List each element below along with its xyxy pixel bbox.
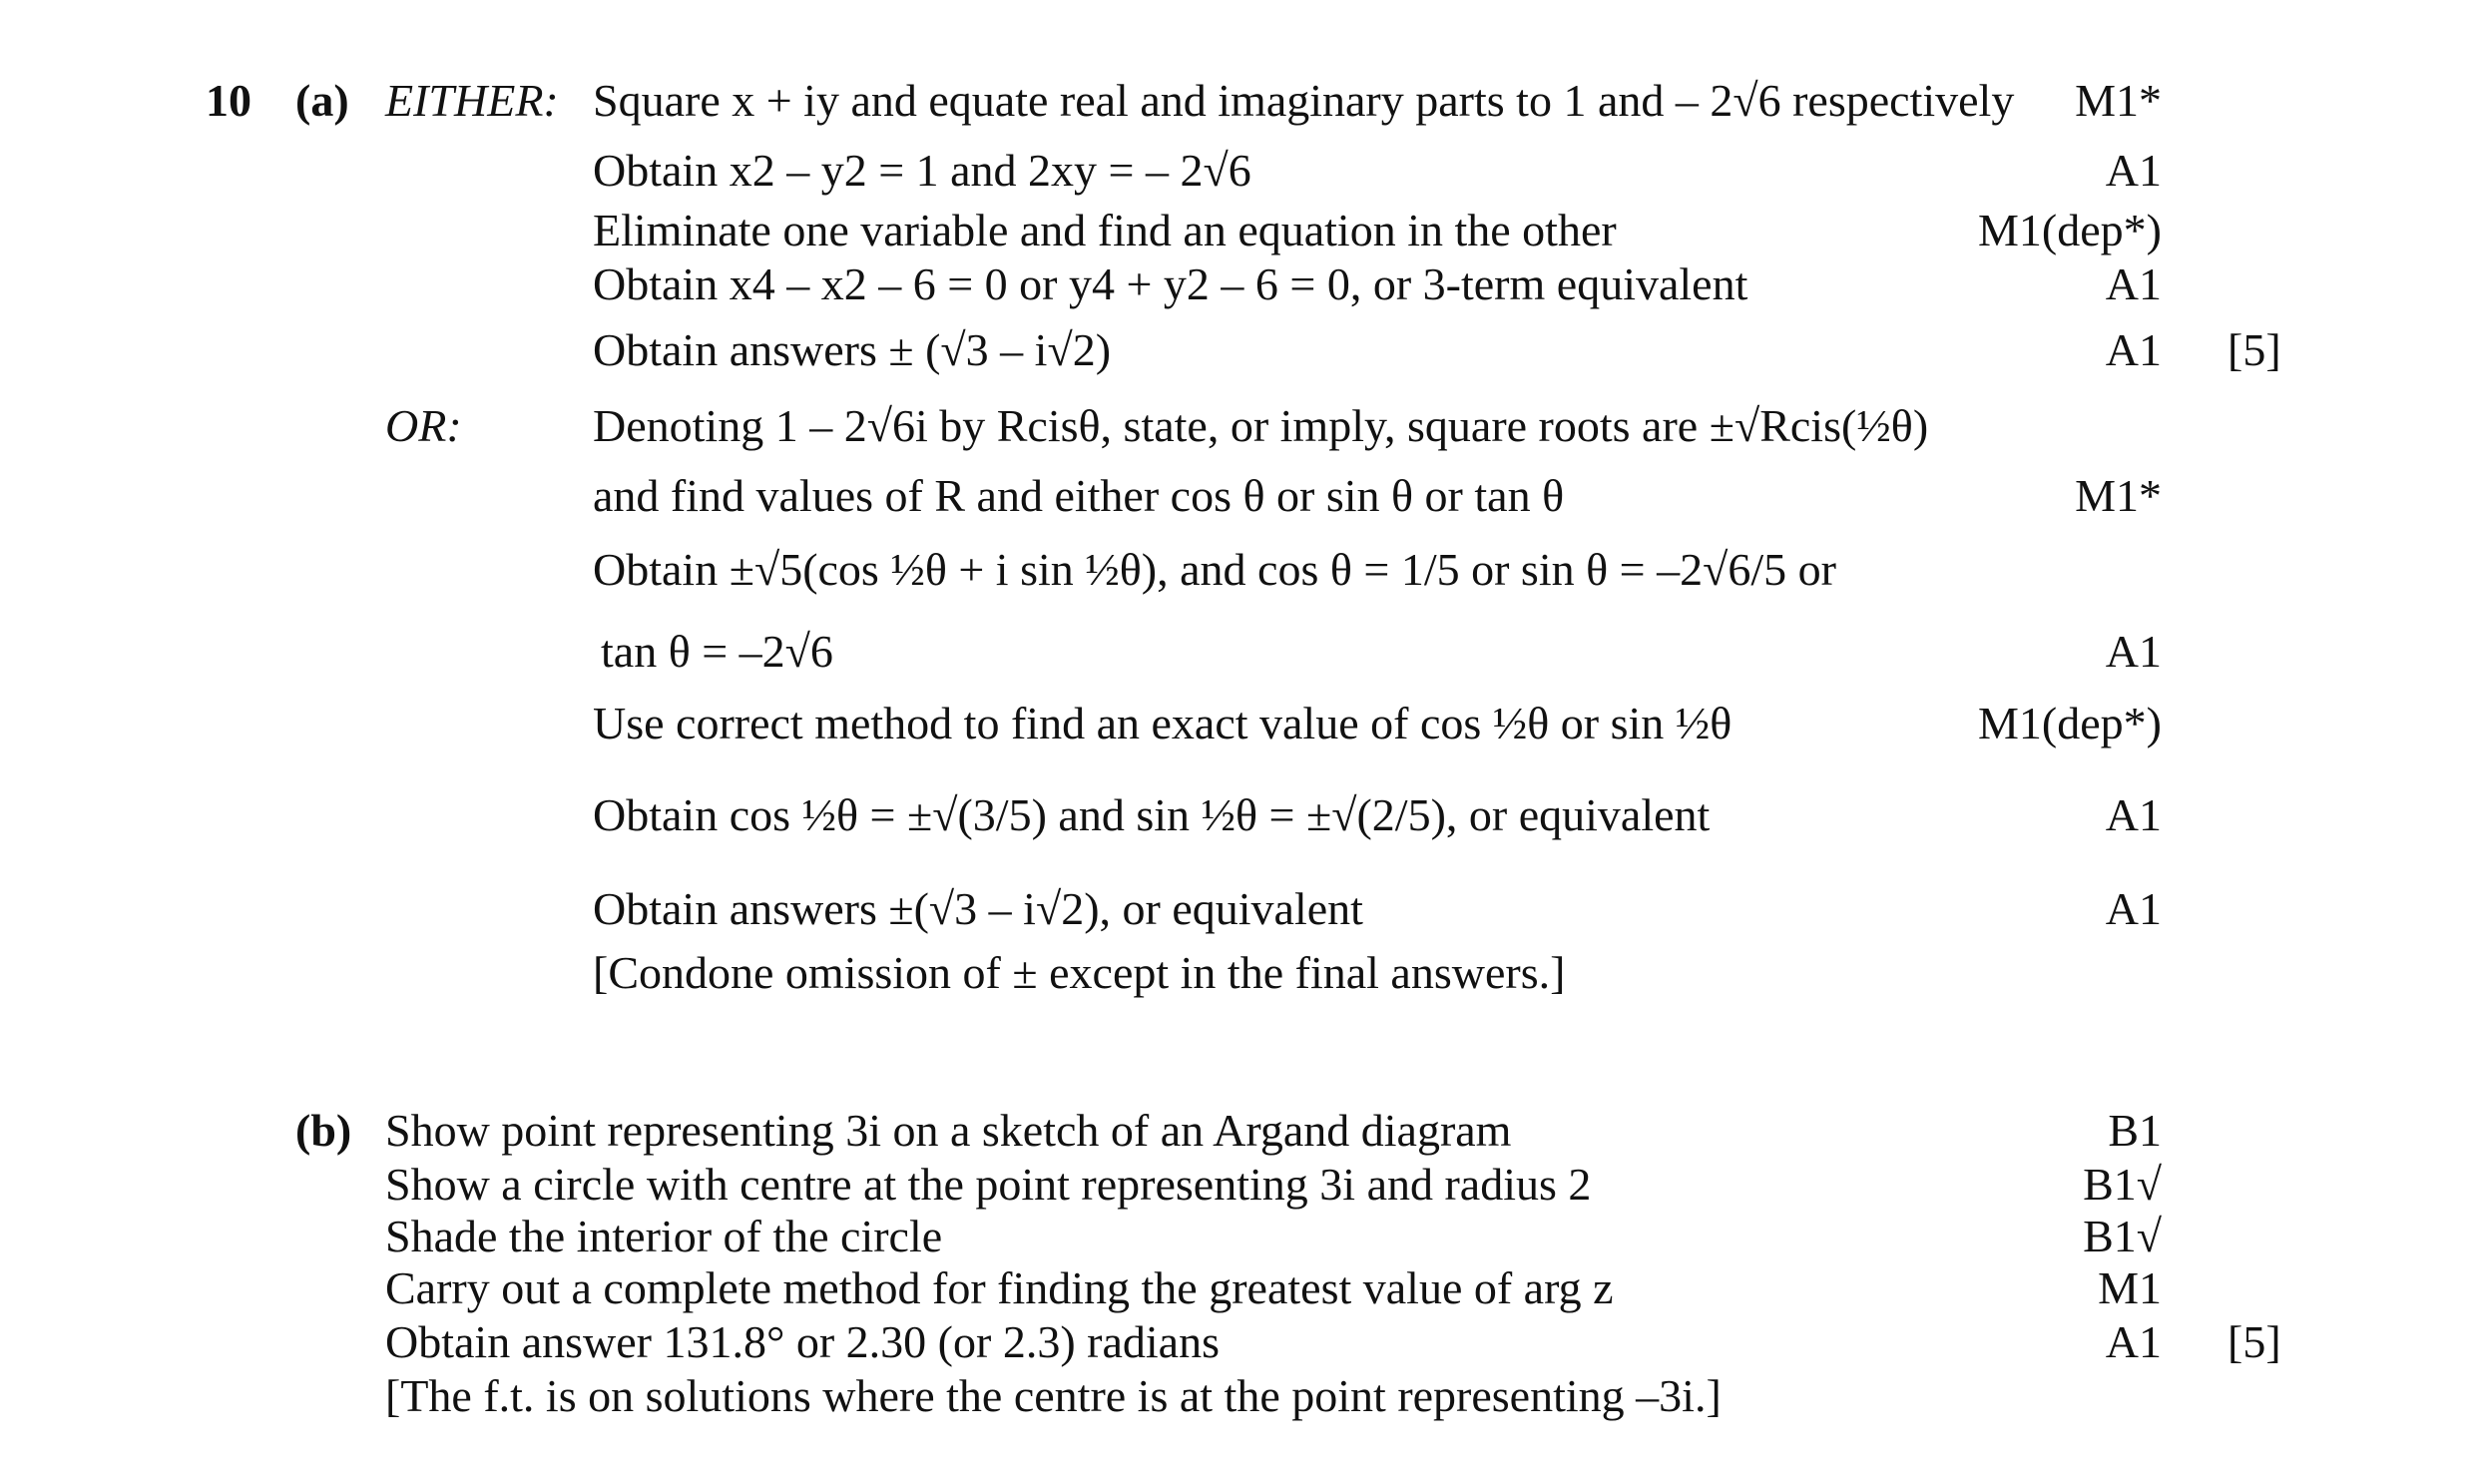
either-line-5: Obtain answers ± (√3 – i√2) (593, 324, 1112, 375)
part-b-line-4: Carry out a complete method for finding the greatest value of arg z (385, 1262, 1614, 1313)
mark-b-4: M1 (2098, 1262, 2162, 1313)
mark-either-5: A1 (2105, 324, 2162, 375)
mark-either-4: A1 (2105, 258, 2162, 309)
either-line-1: Square x + iy and equate real and imaginary parts to 1 and – 2√6 respectively (593, 75, 2015, 126)
mark-or-7: A1 (2105, 883, 2162, 934)
either-line-3: Eliminate one variable and find an equation in the other (593, 205, 1617, 255)
or-line-1: Denoting 1 – 2√6i by Rcisθ, state, or imply, square roots are ±√Rcis(½θ) (593, 400, 1929, 451)
mark-b-1: B1 (2108, 1105, 2162, 1156)
question-number: 10 (206, 75, 251, 126)
or-line-3: Obtain ±√5(cos ½θ + i sin ½θ), and cos θ = 1/5 or sin θ = –2√6/5 or (593, 544, 1836, 595)
mark-either-2: A1 (2105, 145, 2162, 196)
or-line-8: [Condone omission of ± except in the final answers.] (593, 947, 1566, 998)
either-line-2: Obtain x2 – y2 = 1 and 2xy = – 2√6 (593, 145, 1251, 196)
part-b-line-2: Show a circle with centre at the point representing 3i and radius 2 (385, 1159, 1592, 1210)
or-line-6: Obtain cos ½θ = ±√(3/5) and sin ½θ = ±√(2/5), or equivalent (593, 789, 1711, 840)
mark-b-2: B1√ (2083, 1159, 2162, 1210)
mark-or-2: M1* (2075, 470, 2162, 521)
part-b-total: [5] (2228, 1316, 2281, 1367)
mark-either-3: M1(dep*) (1978, 205, 2162, 255)
mark-or-5: M1(dep*) (1978, 698, 2162, 748)
part-b-line-3: Shade the interior of the circle (385, 1211, 943, 1261)
or-line-5: Use correct method to find an exact value of cos ½θ or sin ½θ (593, 698, 1732, 748)
mark-either-1: M1* (2075, 75, 2162, 126)
mark-b-5: A1 (2105, 1316, 2162, 1367)
either-label: EITHER: (385, 75, 559, 126)
or-line-7: Obtain answers ±(√3 – i√2), or equivalent (593, 883, 1363, 934)
part-b-line-6: [The f.t. is on solutions where the centre is at the point representing –3i.] (385, 1370, 1722, 1421)
part-a-total: [5] (2228, 324, 2281, 375)
mark-or-6: A1 (2105, 789, 2162, 840)
either-line-4: Obtain x4 – x2 – 6 = 0 or y4 + y2 – 6 = 0, or 3-term equivalent (593, 258, 1748, 309)
or-line-4: tan θ = –2√6 (601, 626, 833, 677)
part-b-label: (b) (295, 1105, 352, 1156)
or-line-2: and find values of R and either cos θ or sin θ or tan θ (593, 470, 1565, 521)
part-b-line-1: Show point representing 3i on a sketch of an Argand diagram (385, 1105, 1512, 1156)
mark-b-3: B1√ (2083, 1211, 2162, 1261)
or-label: OR: (385, 400, 462, 451)
part-a-label: (a) (295, 75, 349, 126)
mark-or-4: A1 (2105, 626, 2162, 677)
part-b-line-5: Obtain answer 131.8° or 2.30 (or 2.3) radians (385, 1316, 1220, 1367)
